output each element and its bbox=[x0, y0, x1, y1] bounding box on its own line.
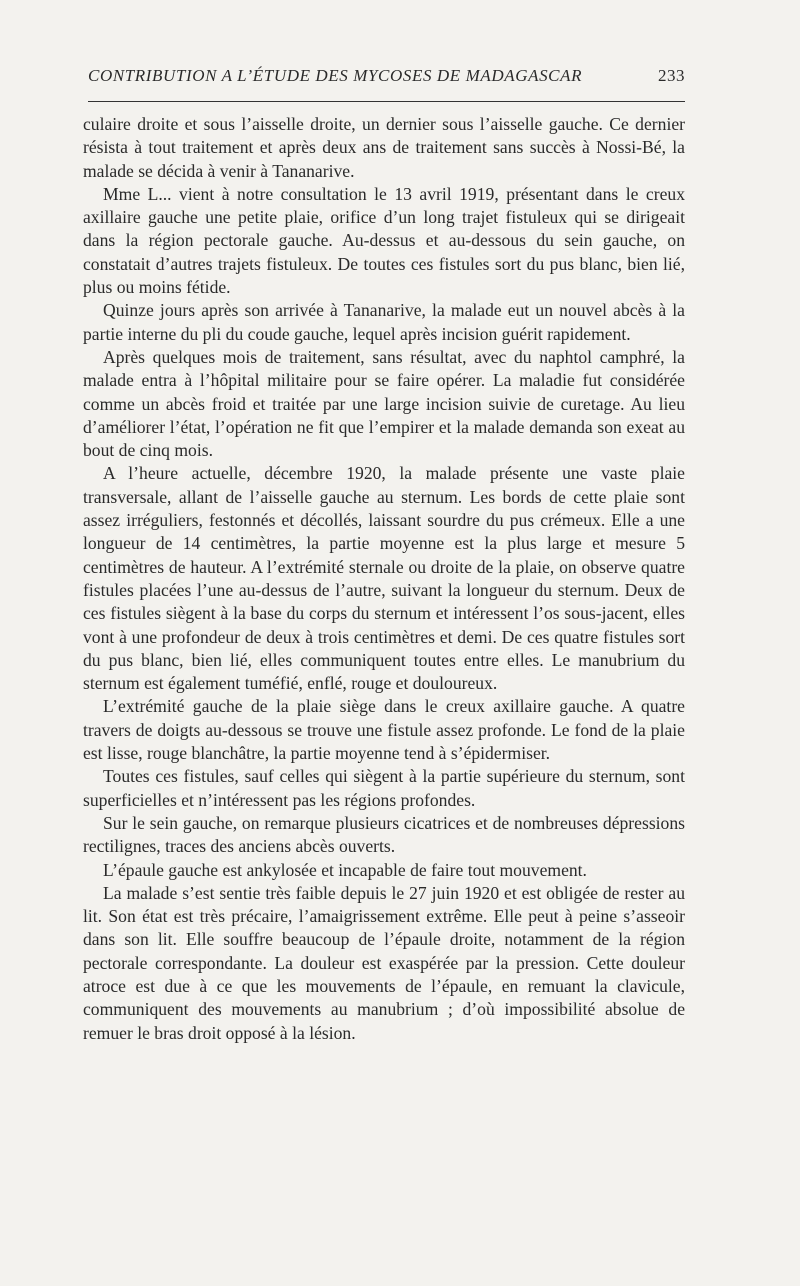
paragraph: Mme L... vient à notre consultation le 13 avril 1919, présentant dans le creux axillaire gauche une petite plaie, orifice d’un long trajet fistuleux qui se dirigeait dans la région pectorale gauche. Au-dessus et au-dessous du sein gauche, on constatait d’autres trajets fistuleux. De toutes ces fistules sort du pus blanc, bien lié, plus ou moins fétide. bbox=[83, 183, 685, 298]
paragraph-continuation: culaire droite et sous l’aisselle droite, un dernier sous l’aisselle gauche. Ce dernier résista à tout traitement et après deux ans de traitement sans succès à Nossi-Bé, la malade se décida à venir à Tananarive. bbox=[83, 114, 685, 181]
paragraph: Sur le sein gauche, on remarque plusieurs cicatrices et de nombreuses dépressions rectilignes, traces des anciens abcès ouverts. bbox=[83, 812, 685, 857]
running-title: CONTRIBUTION A L’ÉTUDE DES MYCOSES DE MADAGASCAR bbox=[88, 66, 583, 85]
paragraph: Toutes ces fistules, sauf celles qui siègent à la partie supérieure du sternum, sont superficielles et n’intéressent pas les régions profondes. bbox=[83, 766, 685, 810]
paragraph: L’extrémité gauche de la plaie siège dans le creux axillaire gauche. A quatre travers de doigts au-dessous se trouve une fistule assez profonde. Le fond de la plaie est lisse, rouge blanchâtre, la partie moyenne tend à s’épidermiser. bbox=[83, 696, 685, 764]
running-header bbox=[88, 66, 685, 96]
page-number: 233 bbox=[658, 66, 685, 85]
paragraph: A l’heure actuelle, décembre 1920, la malade présente une vaste plaie transversale, allant de l’aisselle gauche au sternum. Les bords de cette plaie sont assez irréguliers, festonnés et décollés, laissant sourdre du pus crémeux. Elle a une longueur de 14 centimètres, la partie moyenne est la plus large et mesure 5 centimètres de hauteur. A l’extrémité sternale ou droite de la plaie, on observe quatre fistules placées l’une au-dessus de l’autre, suivant la longueur du sternum. Deux de ces fistules siègent à la base du corps du sternum et intéressent l’os sous-jacent, elles vont à une profondeur de deux à trois centimètres et demi. De ces quatre fistules sort du pus blanc, bien lié, elles communiquent toutes entre elles. Le manubrium du sternum est également tuméfié, enflé, rouge et douloureux. bbox=[83, 463, 685, 694]
body-text bbox=[83, 113, 685, 1045]
paragraph: L’épaule gauche est ankylosée et incapable de faire tout mouvement. bbox=[103, 859, 587, 880]
paragraph: Quinze jours après son arrivée à Tananarive, la malade eut un nouvel abcès à la partie interne du pli du coude gauche, lequel après incision guérit rapidement. bbox=[83, 300, 685, 344]
paragraph: Après quelques mois de traitement, sans résultat, avec du naphtol camphré, la malade entra à l’hôpital militaire pour se faire opérer. La maladie fut considérée comme un abcès froid et traitée par une large incision suivie de curetage. Au lieu d’améliorer l’état, l’opération ne fit que l’empirer et la malade demanda son exeat au bout de cinq mois. bbox=[83, 346, 685, 461]
paragraph: La malade s’est sentie très faible depuis le 27 juin 1920 et est obligée de rester au lit. Son état est très précaire, l’amaigrissement extrême. Elle peut à peine s’asseoir dans son lit. Elle souffre beaucoup de l’épaule droite, notamment de la région pectorale correspondante. La douleur est exaspérée par la pression. Cette douleur atroce est due à ce que les mouvements de l’épaule, en remuant la clavicule, communiquent des mouvements au manubrium ; d’où impossibilité absolue de remuer le bras droit opposé à la lésion. bbox=[83, 882, 685, 1043]
header-rule bbox=[88, 101, 685, 102]
